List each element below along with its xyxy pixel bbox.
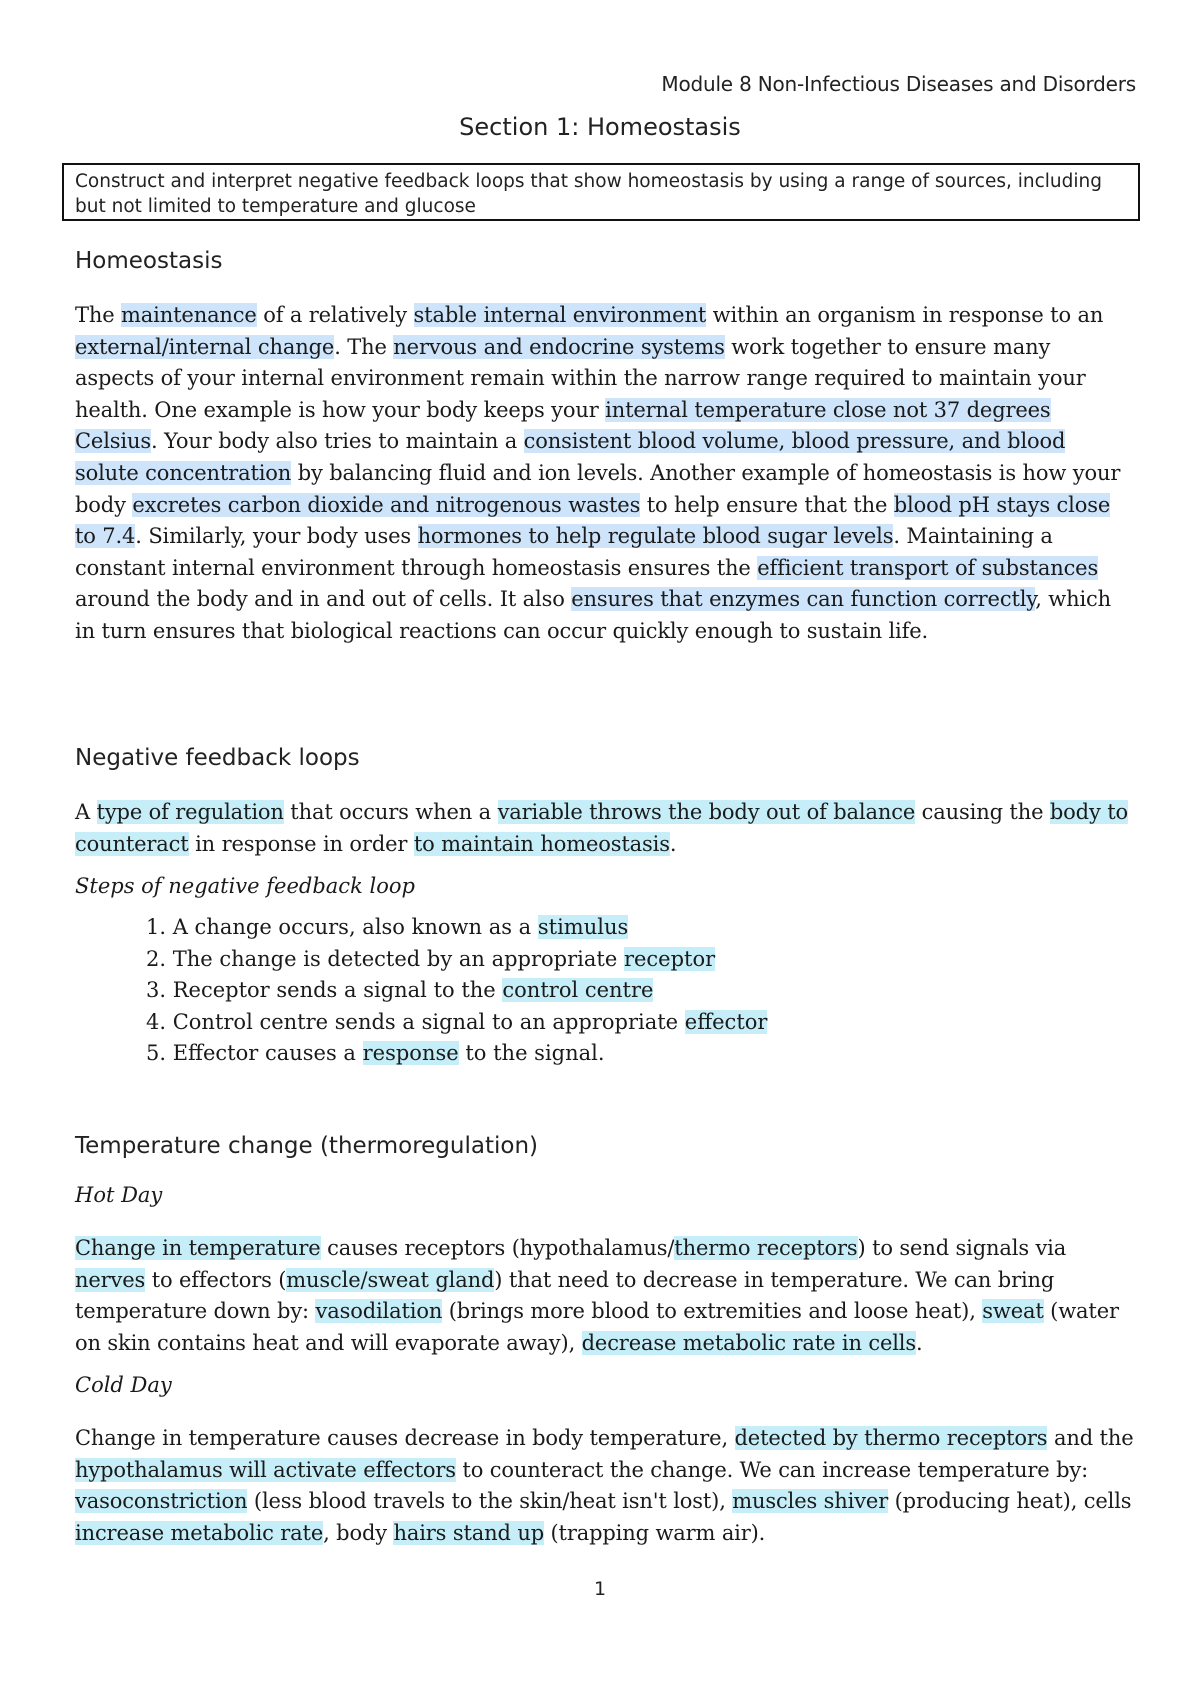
highlighted-term: blood pH stays close to 7.4	[75, 492, 1111, 549]
step-text-after: to the signal.	[458, 1041, 605, 1065]
highlighted-term: nerves	[75, 1267, 146, 1292]
highlighted-term: efficient transport of substances	[757, 555, 1099, 580]
highlighted-term: type of regulation	[96, 800, 284, 824]
text-run: .	[916, 1330, 923, 1355]
hot-day-paragraph	[75, 1233, 1135, 1359]
text-run: causing the	[915, 800, 1050, 824]
highlighted-term: to maintain homeostasis	[413, 831, 670, 856]
heading-thermoregulation: Temperature change (thermoregulation)	[75, 1133, 538, 1159]
hot-day-title: Hot Day	[75, 1183, 163, 1207]
feedback-step	[146, 1007, 767, 1039]
text-run: around the body and in and out of cells. It also	[75, 587, 572, 612]
highlighted-term: consistent blood volume, blood pressure, and blood solute concentration	[75, 429, 1066, 485]
page-number: 1	[593, 1578, 607, 1600]
text-run: in response in order	[188, 831, 414, 856]
highlighted-term: increase metabolic rate	[75, 1520, 324, 1545]
text-run: to help ensure that the	[640, 492, 894, 517]
cold-day-title: Cold Day	[75, 1373, 172, 1397]
highlighted-term: vasodilation	[315, 1299, 443, 1324]
highlighted-term: muscle/sweat gland	[286, 1267, 495, 1292]
text-run: ) that need to decrease in temperature. We can bring temperature down by:	[75, 1267, 1055, 1324]
text-run: that occurs when a	[283, 800, 498, 824]
step-term: response	[362, 1041, 459, 1065]
cold-day-paragraph	[75, 1423, 1135, 1549]
highlighted-term: Change in temperature	[75, 1236, 321, 1260]
text-run: A	[75, 800, 97, 824]
text-run: by balancing fluid and ion levels. Another example of homeostasis is how your body	[75, 460, 1121, 517]
step-text: A change occurs, also known as a	[172, 915, 538, 939]
feedback-step	[146, 944, 767, 976]
highlighted-term: muscles shiver	[732, 1489, 889, 1514]
highlighted-term: sweat	[982, 1299, 1044, 1324]
highlighted-term: excretes carbon dioxide and nitrogenous wastes	[132, 492, 641, 517]
text-run: (trapping warm air).	[543, 1520, 766, 1545]
highlighted-term: variable throws the body out of balance	[497, 800, 916, 824]
step-text: Control centre sends a signal to an appropriate	[172, 1009, 685, 1034]
syllabus-outcome-box: Construct and interpret negative feedback loops that show homeostasis by using a range of sources, including but not limited to temperature and glucose	[62, 163, 1140, 221]
text-run: (water on skin contains heat and will evaporate away),	[75, 1299, 1119, 1355]
text-run: of a relatively	[256, 303, 414, 327]
text-run: , which in turn ensures that biological reactions can occur quickly enough to sustain life.	[75, 587, 1112, 643]
running-header: Module 8 Non-Infectious Diseases and Disorders	[661, 72, 1136, 96]
text-run: to effectors (	[145, 1267, 287, 1292]
text-run: ) to send signals via	[857, 1236, 1067, 1260]
text-run: work together to ensure many aspects of your internal environment remain within the narrow range required to maintain your health. One example is how your body keeps your	[75, 334, 1086, 422]
highlighted-term: detected by thermo receptors	[734, 1426, 1048, 1450]
step-term: stimulus	[537, 915, 629, 939]
text-run: within an organism in response to an	[706, 303, 1104, 327]
text-run: . Maintaining a constant internal environment through homeostasis ensures the	[75, 524, 1053, 580]
step-text: Effector causes a	[172, 1041, 363, 1065]
highlighted-term: thermo receptors	[674, 1236, 858, 1260]
step-number: 2.	[146, 946, 173, 971]
highlighted-term: vasoconstriction	[75, 1489, 248, 1514]
text-run: to counteract the change. We can increase temperature by:	[455, 1457, 1089, 1482]
feedback-step	[146, 912, 767, 944]
highlighted-term: hypothalamus will activate effectors	[75, 1457, 456, 1482]
text-run: and the	[1047, 1426, 1134, 1450]
step-text: Receptor sends a signal to the	[172, 978, 503, 1002]
highlighted-term: maintenance	[121, 303, 257, 327]
step-number: 4.	[146, 1009, 173, 1034]
feedback-step	[146, 1038, 767, 1070]
heading-negative-feedback: Negative feedback loops	[75, 745, 360, 771]
feedback-steps-list	[146, 912, 767, 1070]
text-run: causes receptors (hypothalamus/	[320, 1236, 675, 1260]
highlighted-term: hormones to help regulate blood sugar levels	[417, 524, 894, 549]
steps-title: Steps of negative feedback loop	[75, 874, 415, 898]
text-run: Change in temperature causes decrease in body temperature,	[75, 1426, 735, 1450]
step-term: control centre	[502, 978, 654, 1002]
feedback-step	[146, 975, 767, 1007]
text-run: (producing heat), cells	[888, 1489, 1132, 1514]
text-run: The	[75, 303, 122, 327]
section-title: Section 1: Homeostasis	[459, 113, 741, 141]
text-run: . Similarly, your body uses	[135, 524, 418, 549]
text-run: .	[669, 831, 677, 856]
step-term: receptor	[623, 946, 716, 971]
highlighted-term: body to counteract	[75, 800, 1128, 856]
step-term: effector	[684, 1009, 768, 1034]
highlighted-term: decrease metabolic rate in cells	[581, 1330, 916, 1355]
step-number: 1.	[146, 915, 173, 939]
text-run: . The	[334, 334, 394, 359]
highlighted-term: stable internal environment	[413, 303, 707, 327]
highlighted-term: external/internal change	[75, 334, 335, 359]
step-number: 3.	[146, 978, 173, 1002]
text-run: (brings more blood to extremities and loose heat),	[442, 1299, 983, 1324]
highlighted-term: nervous and endocrine systems	[393, 334, 725, 359]
step-text: The change is detected by an appropriate	[172, 946, 624, 971]
step-number: 5.	[146, 1041, 173, 1065]
highlighted-term: internal temperature close not 37 degrees Celsius	[75, 397, 1051, 454]
negative-feedback-definition	[75, 797, 1135, 860]
text-run: (less blood travels to the skin/heat isn't lost),	[247, 1489, 733, 1514]
text-run: , body	[323, 1520, 394, 1545]
highlighted-term: hairs stand up	[393, 1520, 544, 1545]
homeostasis-paragraph	[75, 300, 1135, 648]
heading-homeostasis: Homeostasis	[75, 248, 223, 274]
text-run: . Your body also tries to maintain a	[150, 429, 524, 454]
highlighted-term: ensures that enzymes can function correctly	[571, 587, 1036, 612]
